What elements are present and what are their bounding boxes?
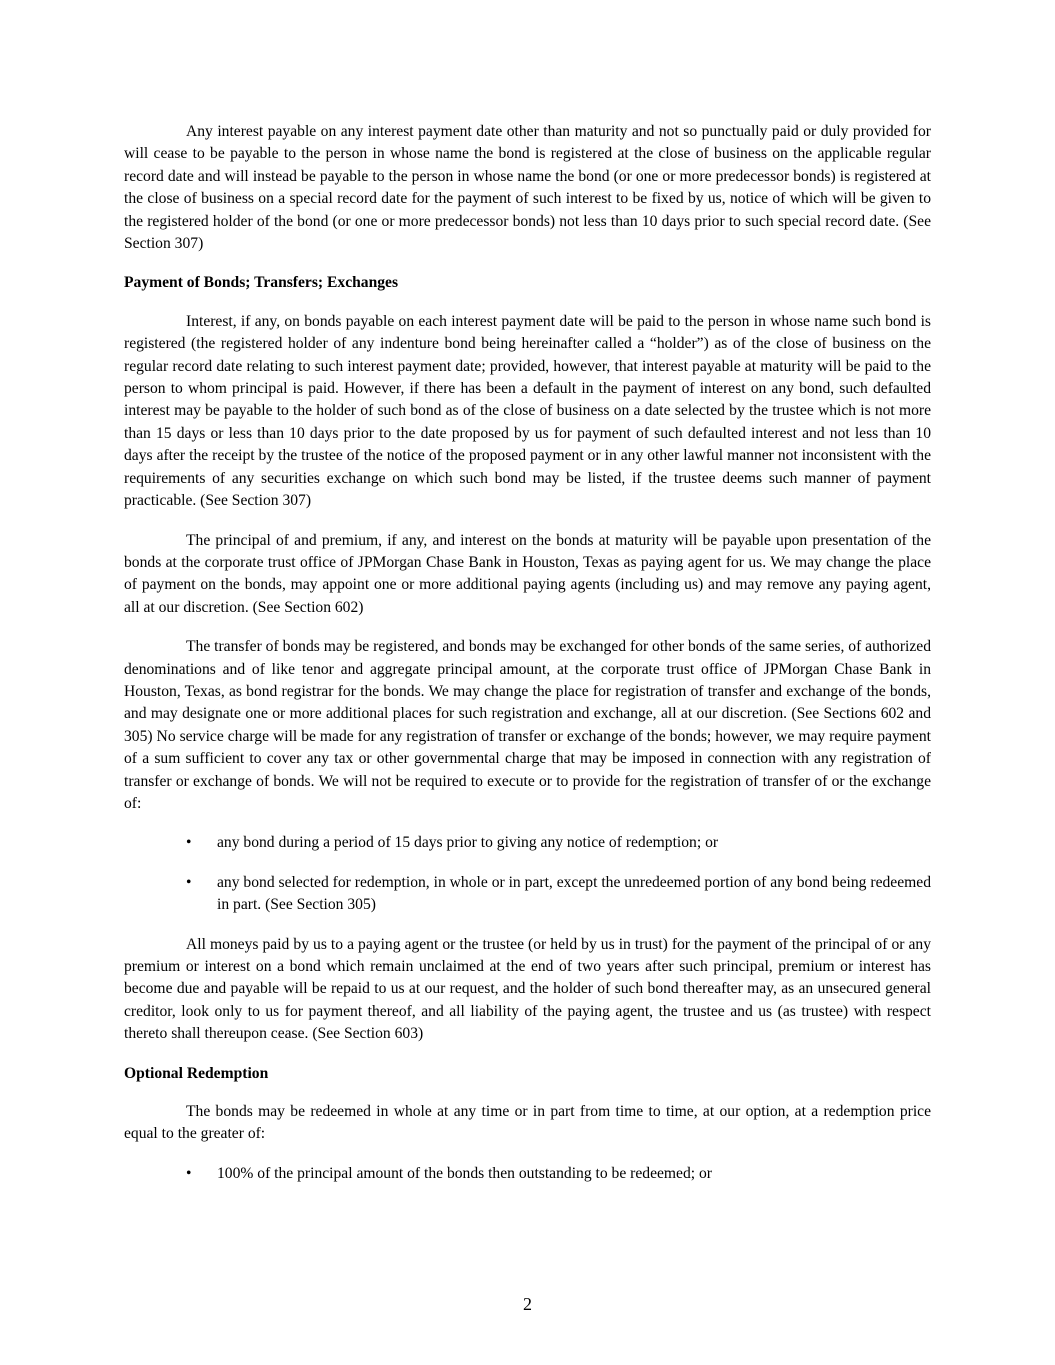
page-number: 2 xyxy=(523,1294,532,1314)
paragraph-principal-premium: The principal of and premium, if any, and interest on the bonds at maturity will be payable upon presentation of the bonds at the corporate trust office of JPMorgan Chase Bank in Houston, Texas as paying agent for us. We may change the place of payment on the bonds, may appoint one or more additional paying agents (including us) and may remove any paying agent, all at our discretion. (See Section 602) xyxy=(124,531,931,616)
bullet-text: any bond selected for redemption, in whole or in part, except the unredeemed portion of any bond being redeemed in part. (See Section 305) xyxy=(217,873,931,914)
paragraph-unclaimed-moneys: All moneys paid by us to a paying agent or the trustee (or held by us in trust) for the payment of the principal of or any premium or interest on a bond which remain unclaimed at the end of two years after such principal, premium or interest has become due and payable will be repaid to us at our request, and the holder of such bond thereafter may, as an unsecured general creditor, look only to us for payment thereof, and all liability of the paying agent, the trustee and us (as trustee) with respect thereto shall thereupon cease. (See Section 603) xyxy=(124,935,931,1043)
document-page xyxy=(124,121,931,1202)
paragraph-redemption-price: The bonds may be redeemed in whole at any time or in part from time to time, at our option, at a redemption price equal to the greater of: xyxy=(124,1103,931,1143)
bullet-item-selected-redemption xyxy=(124,872,931,917)
bullet-item-principal-amount xyxy=(124,1163,931,1185)
bullet-text: any bond during a period of 15 days prior to giving any notice of redemption; or xyxy=(217,834,719,852)
bullet-item-redemption-notice xyxy=(124,832,931,854)
section-heading-payment: Payment of Bonds; Transfers; Exchanges xyxy=(124,274,399,292)
paragraph-interest-payable: Any interest payable on any interest payment date other than maturity and not so punctually paid or duly provided for will cease to be payable to the person in whose name the bond is registered at the close of business on the applicable regular record date and will instead be payable to the person in whose name the bond (or one or more predecessor bonds) is registered at the close of business on a special record date for the payment of such interest to be fixed by us, notice of which will be given to the registered holder of the bond (or one or more predecessor bonds) not less than 10 days prior to such special record date. (See Section 307) xyxy=(124,123,931,253)
bullet-text: 100% of the principal amount of the bonds then outstanding to be redeemed; or xyxy=(217,1164,712,1182)
paragraph-interest-holder: Interest, if any, on bonds payable on each interest payment date will be paid to the person in whose name such bond is registered (the registered holder of any indenture bond being hereinafter called a “holder”) as of the close of business on the regular record date relating to such interest payment date; provided, however, that interest payable at maturity will be paid to the person to whom principal is paid. However, if there has been a default in the payment of interest on any bond, such defaulted interest may be payable to the holder of such bond as of the close of business on a date selected by the trustee which is not more than 15 days or less than 10 days prior to the date proposed by us for payment of such defaulted interest and not less than 10 days after the receipt by the trustee of the notice of the proposed payment or in any other lawful manner not inconsistent with the requirements of any securities exchange on which such bond may be listed, if the trustee deems such manner of payment practicable. (See Section 307) xyxy=(124,312,931,510)
section-heading-optional-redemption: Optional Redemption xyxy=(124,1064,269,1082)
paragraph-transfer-bonds: The transfer of bonds may be registered, and bonds may be exchanged for other bonds of the same series, of authorized denominations and of like tenor and aggregate principal amount, at the corporate trust office of JPMorgan Chase Bank in Houston, Texas, as bond registrar for the bonds. We may change the place for registration of transfer and exchange of the bonds, and may designate one or more additional places for such registration and exchange, all at our discretion. (See Sections 602 and 305) No service charge will be made for any registration of transfer or exchange of the bonds; however, we may require payment of a sum sufficient to cover any tax or other governmental charge that may be imposed in connection with any registration of transfer or exchange of bonds. We will not be required to execute or to provide for the registration of transfer of or the exchange of: xyxy=(124,638,931,812)
bullet-icon: • xyxy=(186,1164,192,1182)
bullet-icon: • xyxy=(186,873,192,891)
bullet-icon: • xyxy=(186,834,192,852)
